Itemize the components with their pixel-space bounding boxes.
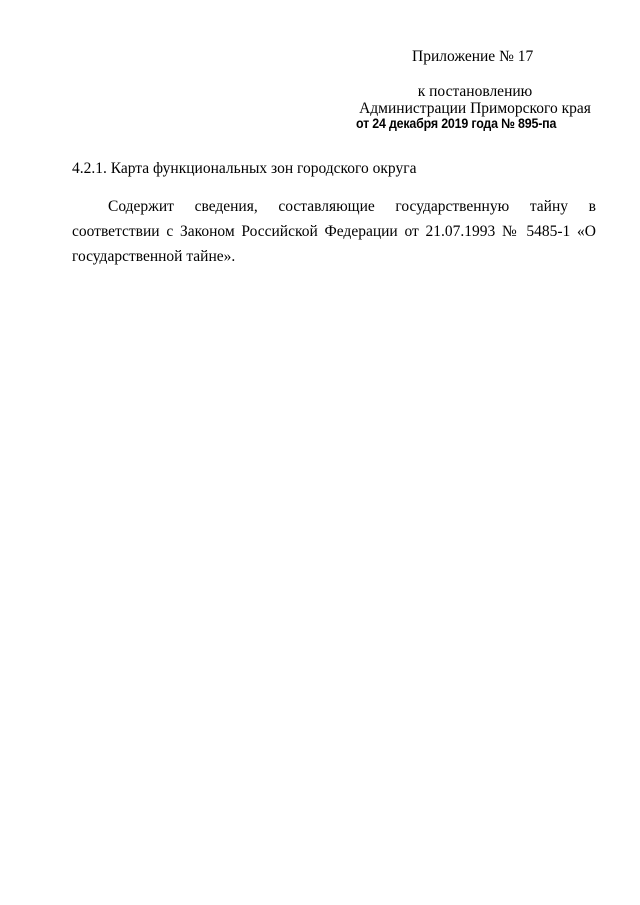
approval-block (350, 83, 600, 117)
resolution-date-stamp: от 24 декабря 2019 года № 895-па (356, 116, 557, 131)
approval-line-administration: Администрации Приморского края (359, 100, 591, 117)
appendix-number: Приложение № 17 (412, 48, 534, 65)
body-paragraph: Содержит сведения, составляющие государственную тайну в соответствии с Законом Российской Федерации от 21.07.1993 № 5485-1 «О государственной тайне». (72, 198, 596, 265)
approval-line-resolution: к постановлению (417, 83, 533, 100)
section-heading: 4.2.1. Карта функциональных зон городского округа (72, 160, 417, 177)
